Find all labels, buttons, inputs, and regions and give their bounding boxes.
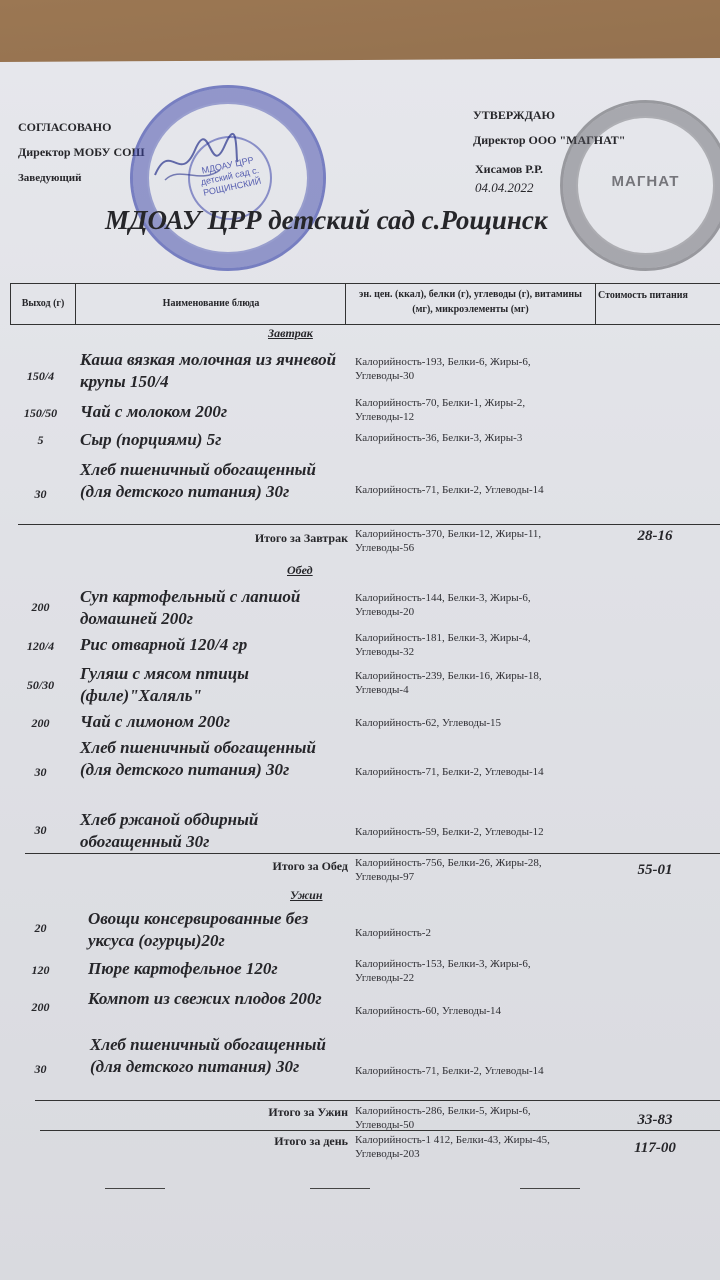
row-dish: Чай с молоком 200г <box>80 402 228 421</box>
row-nutrition: Калорийность-62, Углеводы-15 <box>355 717 502 729</box>
day-total-nutrition: Калорийность-1 412, Белки-43, Жиры-45, Углеводы-203 <box>355 1134 550 1160</box>
total-price: 55-01 <box>637 862 673 878</box>
row-output: 200 <box>31 716 50 730</box>
row-output: 120 <box>31 963 50 977</box>
row-dish: Гуляш с мясом птицы (филе)"Халяль" <box>80 664 249 705</box>
row-output: 120/4 <box>26 639 55 653</box>
signature-line <box>105 1188 165 1189</box>
signature-line <box>310 1188 370 1189</box>
document-title: МДОАУ ЦРР детский сад с.Рощинск <box>105 205 548 235</box>
row-dish: Хлеб пшеничный обогащенный (для детского питания) 30г <box>80 460 316 501</box>
row-dish: Каша вязкая молочная из ячневой крупы 150/4 <box>80 350 337 391</box>
approved-label: СОГЛАСОВАНО <box>18 120 112 134</box>
section-breakfast: Завтрак <box>268 326 313 340</box>
col-price: Стоимость питания <box>598 290 688 301</box>
divider <box>25 853 720 854</box>
kindergarten-seal-text: МДОАУ ЦРР детский сад с. РОЩИНСКИЙ <box>199 154 263 198</box>
school-director-label: Директор МОБУ СОШ <box>18 145 145 159</box>
row-nutrition: Калорийность-193, Белки-6, Жиры-6, Углеводы-30 <box>355 356 531 382</box>
section-dinner: Ужин <box>290 888 323 902</box>
row-nutrition: Калорийность-153, Белки-3, Жиры-6, Углеводы-22 <box>355 958 531 984</box>
row-output: 5 <box>37 433 44 447</box>
row-output: 200 <box>31 1000 50 1014</box>
col-output: Выход (г) <box>21 298 65 309</box>
row-nutrition: Калорийность-71, Белки-2, Углеводы-14 <box>355 484 544 496</box>
total-label: Итого за Обед <box>272 859 348 873</box>
row-output: 150/4 <box>26 369 55 383</box>
row-output: 200 <box>31 600 50 614</box>
day-total-price: 117-00 <box>634 1140 676 1156</box>
row-nutrition: Калорийность-60, Углеводы-14 <box>355 1005 502 1017</box>
head-label: Заведующий <box>18 172 82 184</box>
row-dish: Чай с лимоном 200г <box>80 712 231 731</box>
row-nutrition: Калорийность-59, Белки-2, Углеводы-12 <box>355 826 544 838</box>
company-director-label: Директор ООО "МАГНАТ" <box>473 133 626 147</box>
row-output: 30 <box>34 765 47 779</box>
total-nutrition: Калорийность-370, Белки-12, Жиры-11, Углеводы-56 <box>355 528 542 554</box>
row-nutrition: Калорийность-71, Белки-2, Углеводы-14 <box>355 1065 544 1077</box>
total-label: Итого за Ужин <box>268 1105 348 1119</box>
total-price: 33-83 <box>637 1112 673 1128</box>
row-output: 30 <box>34 1062 47 1076</box>
section-lunch: Обед <box>287 563 313 577</box>
approval-date: 04.04.2022 <box>475 180 534 195</box>
divider <box>35 1100 720 1101</box>
row-dish: Хлеб пшеничный обогащенный (для детского питания) 30г <box>80 738 316 779</box>
row-nutrition: Калорийность-181, Белки-3, Жиры-4, Углеводы-32 <box>355 632 531 658</box>
day-total-label: Итого за день <box>274 1134 348 1148</box>
table-header <box>10 283 720 325</box>
signature-scribble <box>150 130 240 190</box>
divider <box>40 1130 720 1131</box>
row-output: 50/30 <box>26 678 55 692</box>
company-seal-stamp <box>560 100 720 271</box>
col-dish: Наименование блюда <box>162 298 260 309</box>
col-nutrition: эн. цен. (ккал), белки (г), углеводы (г), витамины (мг), микроэлементы (мг) <box>359 289 582 315</box>
row-output: 150/50 <box>23 406 58 420</box>
row-dish: Овощи консервированные без уксуса (огурцы)20г <box>88 909 309 950</box>
row-nutrition: Калорийность-71, Белки-2, Углеводы-14 <box>355 766 544 778</box>
row-output: 30 <box>34 823 47 837</box>
row-nutrition: Калорийность-36, Белки-3, Жиры-3 <box>355 432 523 444</box>
row-dish: Рис отварной 120/4 гр <box>80 635 248 654</box>
total-label: Итого за Завтрак <box>254 531 348 545</box>
row-dish: Хлеб ржаной обдирный обогащенный 30г <box>80 810 259 851</box>
total-nutrition: Калорийность-286, Белки-5, Жиры-6, Углеводы-50 <box>355 1105 531 1131</box>
row-nutrition: Калорийность-239, Белки-16, Жиры-18, Углеводы-4 <box>355 670 542 696</box>
row-nutrition: Калорийность-144, Белки-3, Жиры-6, Углеводы-20 <box>355 592 531 618</box>
row-nutrition: Калорийность-2 <box>355 927 431 939</box>
row-output: 20 <box>34 921 47 935</box>
divider <box>18 524 720 525</box>
signature-line <box>520 1188 580 1189</box>
total-nutrition: Калорийность-756, Белки-26, Жиры-28, Углеводы-97 <box>355 857 542 883</box>
row-dish: Хлеб пшеничный обогащенный (для детского питания) 30г <box>90 1035 326 1076</box>
row-dish: Сыр (порциями) 5г <box>80 430 222 449</box>
total-price: 28-16 <box>637 528 673 544</box>
row-dish: Компот из свежих плодов 200г <box>88 989 322 1008</box>
row-dish: Пюре картофельное 120г <box>88 959 278 978</box>
company-seal-text: МАГНАТ <box>611 173 680 190</box>
director-name: Хисамов Р.Р. <box>475 162 543 176</box>
row-output: 30 <box>34 487 47 501</box>
approve-label: УТВЕРЖДАЮ <box>473 108 556 122</box>
row-dish: Суп картофельный с лапшой домашней 200г <box>80 587 301 628</box>
row-nutrition: Калорийность-70, Белки-1, Жиры-2, Углеводы-12 <box>355 397 526 423</box>
